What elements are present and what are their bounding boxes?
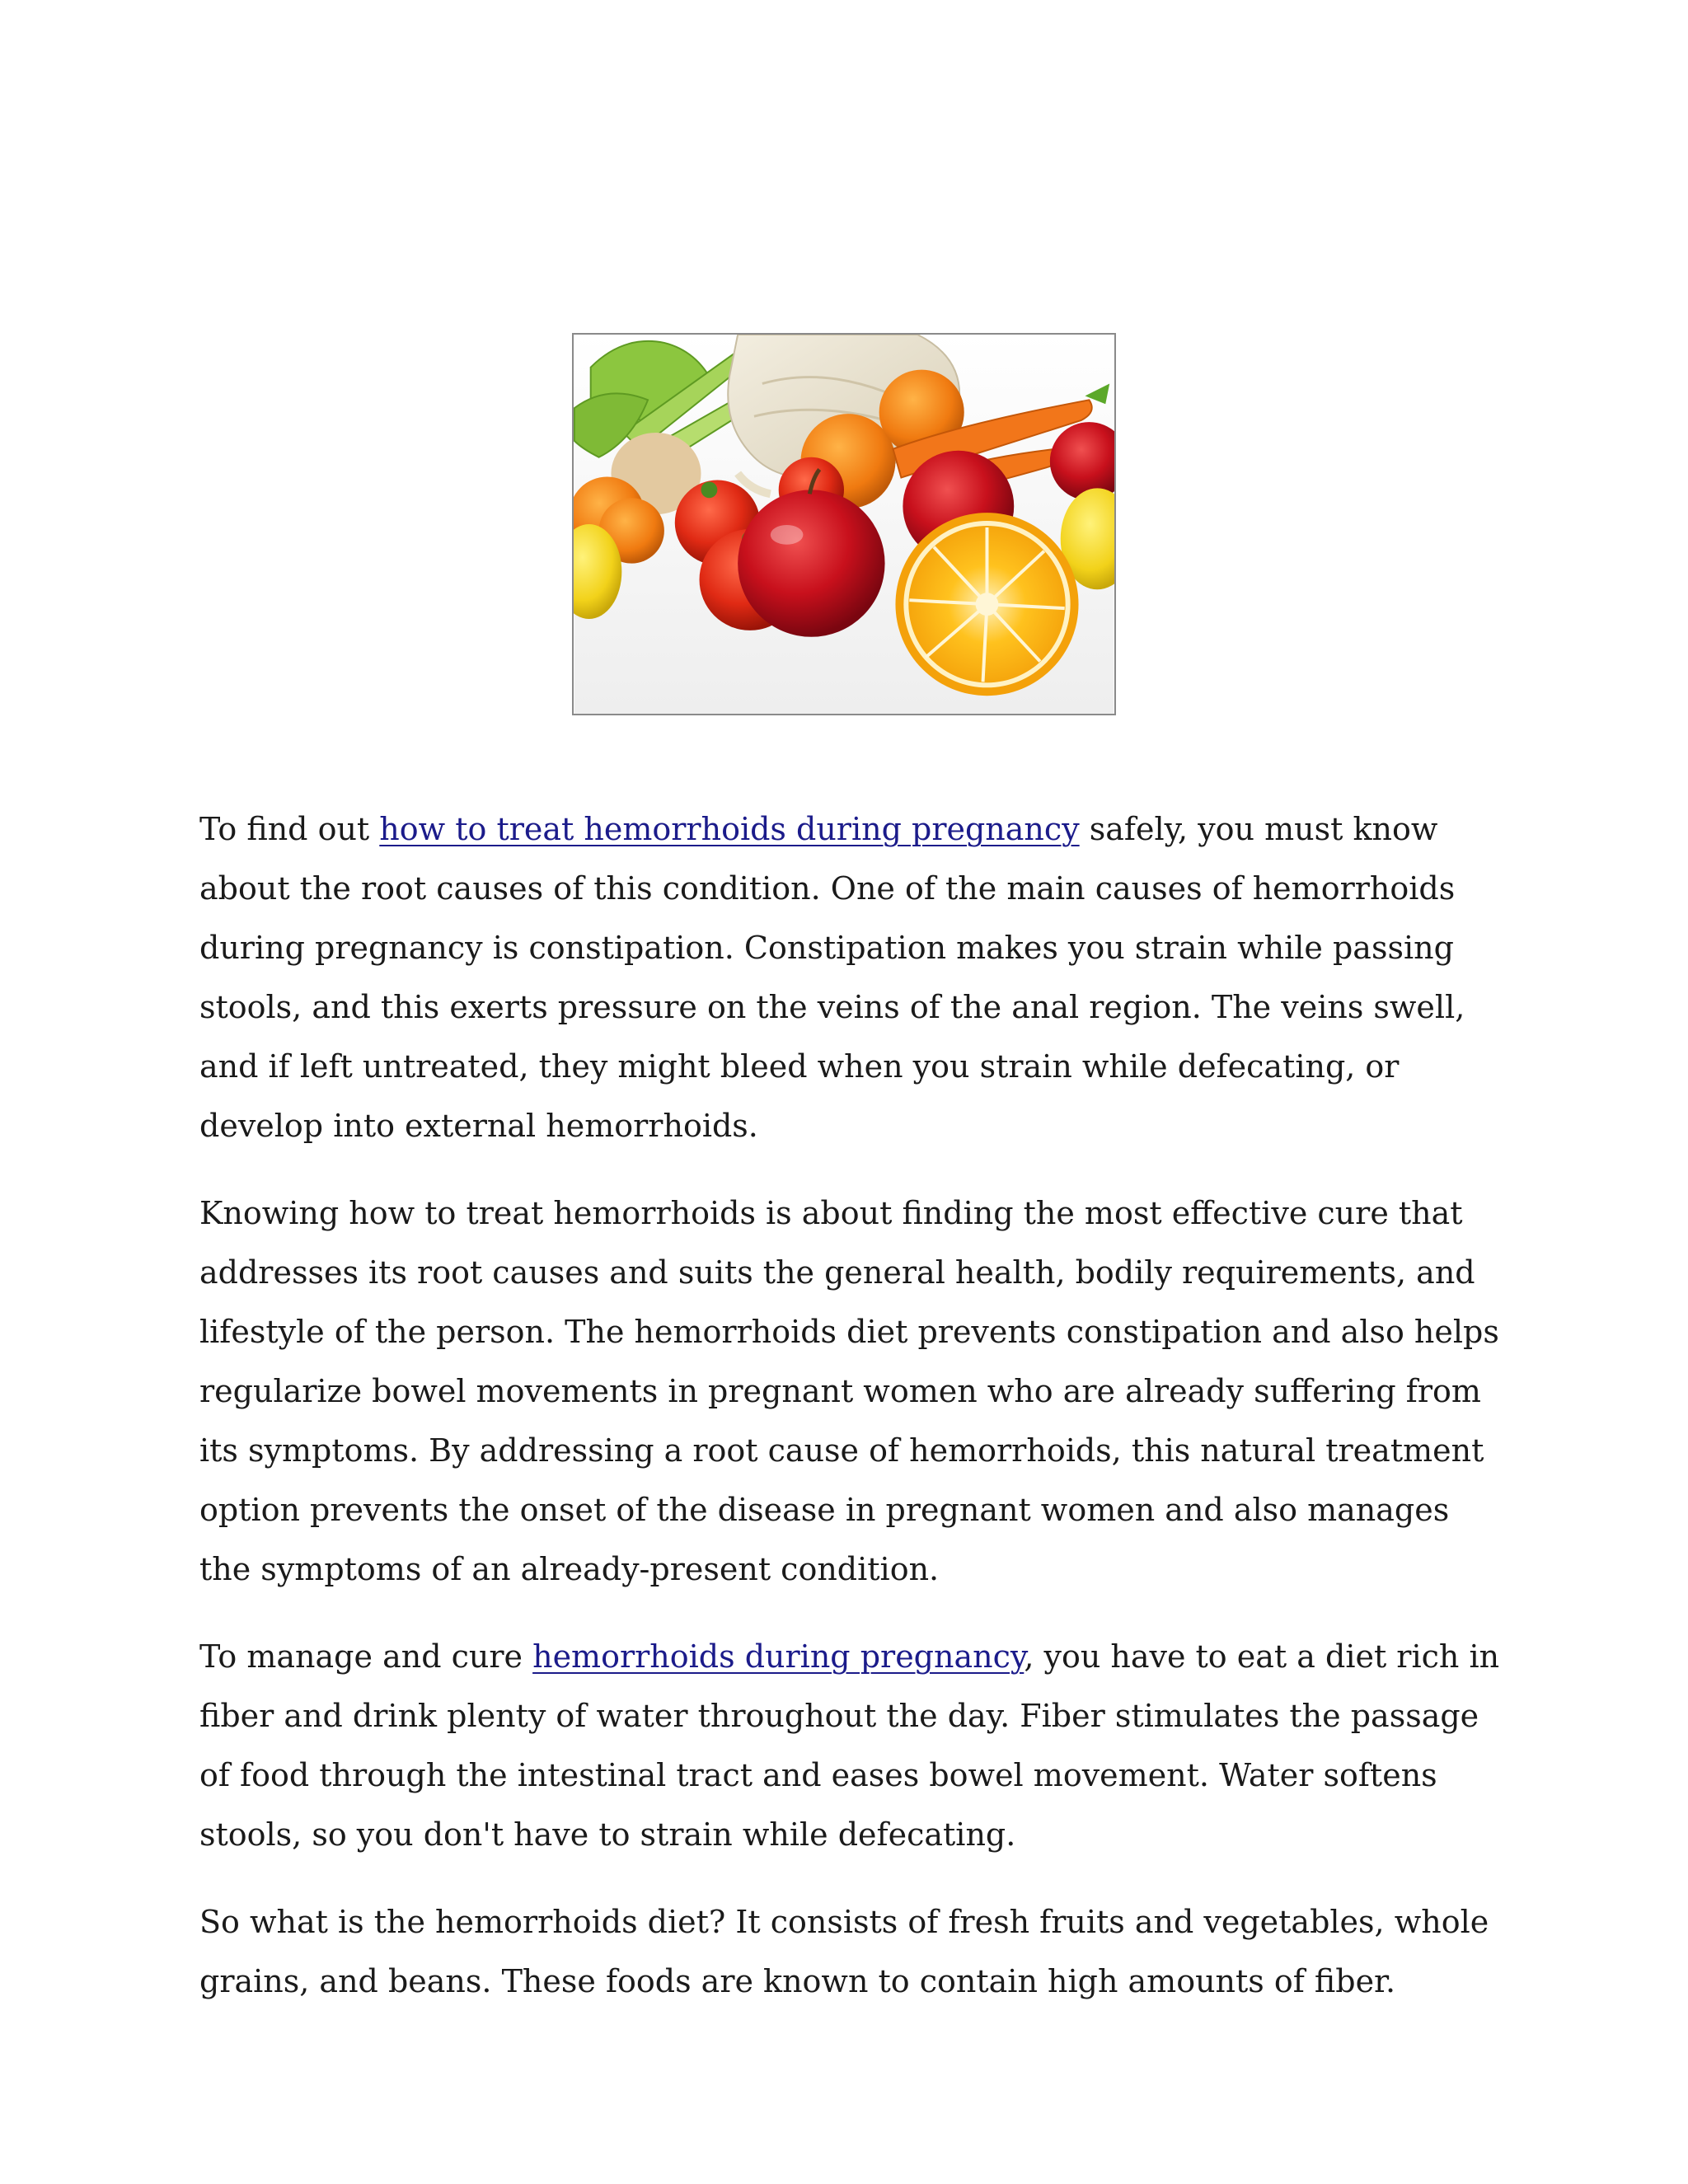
paragraph-3-rest: , you have to eat a diet rich in fiber and drink plenty of water throughout the day. Fiber stimulates the passage of food through the intestinal tract and eases bowel movement. Water softens stools, so you don't have to strain while defecating. bbox=[199, 1638, 1500, 1853]
treat-hemorrhoids-pregnancy-link[interactable]: how to treat hemorrhoids during pregnancy bbox=[379, 811, 1080, 847]
article-body bbox=[199, 799, 1502, 2039]
fruit-basket-illustration bbox=[574, 335, 1114, 714]
paragraph-4: So what is the hemorrhoids diet? It consists of fresh fruits and vegetables, whole grains, and beans. These foods are known to contain high amounts of fiber. bbox=[199, 1904, 1489, 1999]
paragraph-1-rest: safely, you must know about the root causes of this condition. One of the main causes of hemorrhoids during pregnancy is constipation. Constipation makes you strain while passing stools, and this exerts pressure on the veins of the anal region. The veins swell, and if left untreated, they might bleed when you strain while defecating, or develop into external hemorrhoids. bbox=[199, 811, 1465, 1144]
fruit-vegetable-photo bbox=[572, 333, 1116, 715]
paragraph-3-intro: To manage and cure bbox=[199, 1638, 533, 1675]
paragraph-2: Knowing how to treat hemorrhoids is about finding the most effective cure that addresses its root causes and suits the general health, bodily requirements, and lifestyle of the person. The hemorrhoids diet prevents constipation and also helps regularize bowel movements in pregnant women who are already suffering from its symptoms. By addressing a root cause of hemorrhoids, this natural treatment option prevents the onset of the disease in pregnant women and also manages the symptoms of an already-present condition. bbox=[199, 1195, 1499, 1587]
paragraph-1-intro: To find out bbox=[199, 811, 380, 847]
paragraph-1 bbox=[199, 799, 1502, 1155]
hemorrhoids-pregnancy-link[interactable]: hemorrhoids during pregnancy bbox=[532, 1638, 1025, 1675]
paragraph-3 bbox=[199, 1627, 1502, 1864]
